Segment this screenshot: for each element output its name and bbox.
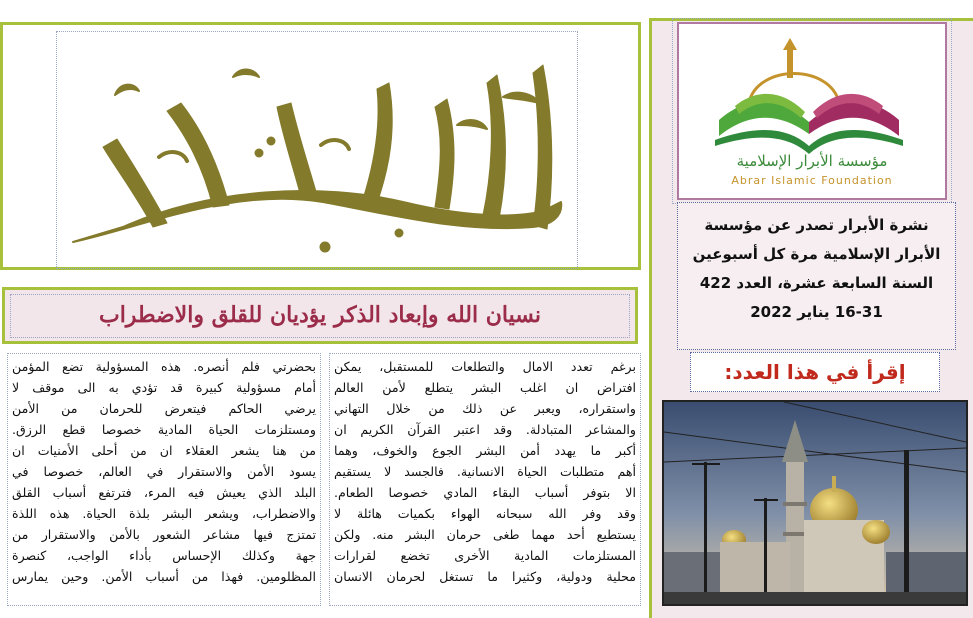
article-line: الا بتوفر أسباب البقاء المادي خصوصا الطعام.: [334, 485, 636, 500]
article-line: يستطيع أحد مهما طغى حرمان البشر منه. ولكن: [334, 527, 636, 542]
article-line: برغم تعدد الامال والتطلعات للمستقبل، يمكن: [334, 359, 636, 374]
article-line: أكبر ما يهدد أمن البشر الجوع والخوف، وهما: [334, 443, 636, 458]
article-line: المظلومين. فهذا من أسباب الأمن. وحين يمارس: [12, 569, 316, 584]
mosque-photo: [662, 400, 968, 606]
article-line: يرضي الحاكم فيتعرض للحرمان من الأمن: [12, 401, 316, 416]
article-line: محلية ودولية، وكثيرا ما تستغل لحرمان الانسان: [334, 569, 636, 584]
foundation-name-ar: مؤسسة الأبرار الإسلامية: [736, 152, 888, 170]
issue-info-line: الأبرار الإسلامية مرة كل أسبوعين: [692, 245, 941, 263]
in-this-issue-label: إقرأ في هذا العدد:: [724, 360, 906, 384]
article-line: والمشاعر المتبادلة. وقد اعتبر القرآن الكريم ان: [334, 422, 636, 437]
article-line: يسود الأمن والاستقرار في العالم، خصوصا في: [12, 464, 316, 479]
article-line: وقد وفر الله سبحانه الهواء بكميات هائلة لا: [334, 506, 636, 521]
book-logo-icon: [679, 24, 945, 198]
foundation-name-en: Abrar Islamic Foundation: [731, 174, 893, 187]
article-line: جهة وكذلك الإحساس بأداء الواجب، كنصرة: [12, 548, 316, 563]
masthead-calligraphy: [63, 37, 573, 262]
article-column-left: [7, 353, 321, 606]
article-column-right: [329, 353, 641, 606]
issue-info-line: نشرة الأبرار تصدر عن مؤسسة: [704, 216, 929, 234]
masthead-box: [0, 22, 641, 270]
article-line: أهم متطلبات الحياة الانسانية. فالجسد لا يستقيم: [334, 464, 636, 479]
article-line: تمتزج فيها مشاعر الشعور بالأمن والاستقرار من: [12, 527, 316, 542]
article-line: البلد الذي يعيش فيه المرء، فترتفع أسباب القلق: [12, 485, 316, 500]
article-line: من هنا يشعر العقلاء ان من أحلى الأمنيات ان: [12, 443, 316, 458]
issue-info-line: السنة السابعة عشرة، العدد 422: [699, 274, 934, 292]
issue-info-line: 16-31 يناير 2022: [750, 303, 883, 321]
issue-info: [677, 202, 956, 350]
article-line: ومستلزمات الحياة المادية خصوصا قطع الرزق.: [12, 422, 316, 437]
article-line: والاضطراب، ويشعر البشر بلذة الحياة. هذه اللذة: [12, 506, 316, 521]
article-line: افتراض ان اغلب البشر يتطلع لأمن العالم: [334, 380, 636, 395]
article-line: واستقراره، ويعبر عن ذلك من خلال التهاني: [334, 401, 636, 416]
foundation-logo: [677, 22, 947, 200]
article-line: أمام مسؤولية كبيرة قد تؤدي به الى موقف لا: [12, 380, 316, 395]
article-headline: نسيان الله وإبعاد الذكر يؤديان للقلق والاضطراب: [98, 302, 542, 328]
article-line: المستلزمات المادية الأخرى تخضع لقرارات: [334, 548, 636, 563]
article-line: بحضرتي فلم أنصره. هذه المسؤولية تضع المؤمن: [12, 359, 316, 374]
